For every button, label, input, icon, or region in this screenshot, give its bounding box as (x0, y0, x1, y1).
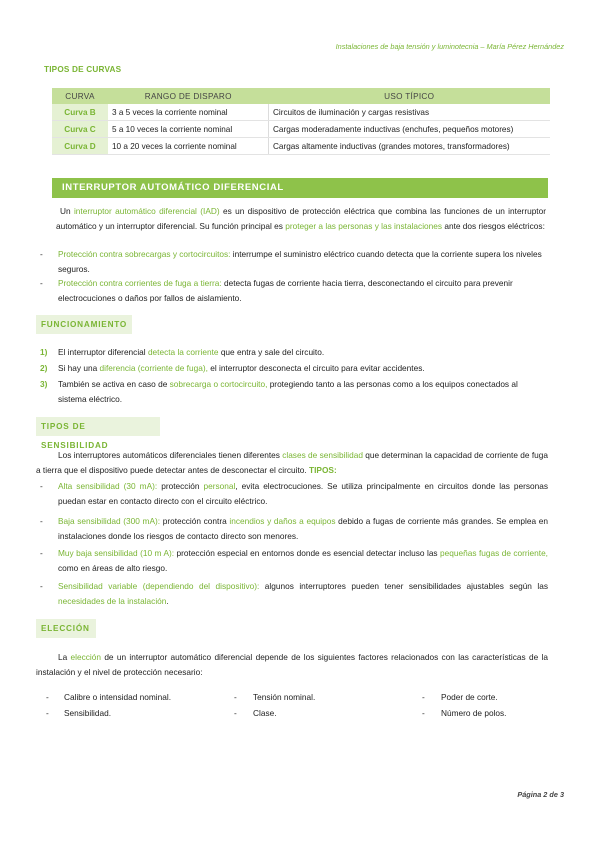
highlight: Alta sensibilidad (30 mA): (58, 481, 158, 491)
text: protección especial en entornos donde es esencial detectar incluso las (174, 548, 441, 558)
factor-item: Número de polos. (441, 708, 507, 718)
highlight: necesidades de la instalación (58, 596, 167, 606)
diff-intro (56, 204, 546, 234)
highlight: Protección contra sobrecargas y cortocircuitos: (58, 249, 231, 259)
highlight: detecta la corriente (147, 347, 219, 357)
list-item (58, 479, 548, 509)
bullet-dash: - (46, 692, 49, 702)
bullet-dash: - (422, 692, 425, 702)
list-number: 1) (40, 347, 48, 357)
col-header-uso: USO TÍPICO (269, 88, 551, 104)
cell-curva: Curva B (52, 104, 108, 121)
page-header: Instalaciones de baja tensión y luminotecnia – María Pérez Hernández (335, 42, 564, 51)
highlight: diferencia (corriente de fuga), (99, 363, 208, 373)
list-item (58, 546, 548, 576)
cell-uso: Circuitos de iluminación y cargas resistivas (269, 104, 551, 121)
bullet-dash: - (234, 692, 237, 702)
subheading-sensibilidad: TIPOS DE SENSIBILIDAD (36, 417, 160, 436)
list-item (58, 276, 548, 306)
highlight: Sensibilidad variable (dependiendo del dispositivo): (58, 581, 260, 591)
highlight: Muy baja sensibilidad (10 m A): (58, 548, 175, 558)
text: El interruptor diferencial (58, 347, 148, 357)
factor-item: Poder de corte. (441, 692, 498, 702)
factor-item: Sensibilidad. (64, 708, 112, 718)
list-item (58, 345, 548, 360)
bullet-dash: - (422, 708, 425, 718)
factor-item: Tensión nominal. (253, 692, 316, 702)
text: como en áreas de alto riesgo. (58, 563, 168, 573)
table-row (52, 138, 550, 155)
bullet-dash: - (40, 481, 43, 491)
factor-item: Calibre o intensidad nominal. (64, 692, 172, 702)
cell-curva: Curva C (52, 121, 108, 138)
curves-table (52, 88, 550, 155)
highlight: incendios y daños a equipos (229, 516, 336, 526)
highlight: pequeñas fugas de corriente, (440, 548, 548, 558)
text: , evita electrocuciones. Se utiliza principalmente en circuitos donde las personas puedan estar en contacto directo con el circuito eléctrico. (58, 481, 549, 506)
highlight: TIPOS: (309, 465, 337, 475)
bullet-dash: - (40, 278, 43, 288)
text: Un (60, 206, 74, 216)
text: detecta fugas de corriente hacia tierra, desconectando el circuito para prevenir electrocuciones o daños por fallos de aislamiento. (58, 278, 513, 303)
list-number: 3) (40, 379, 48, 389)
text: ante dos riesgos eléctricos: (442, 221, 545, 231)
subheading-eleccion: ELECCIÓN (36, 619, 96, 638)
curves-title: TIPOS DE CURVAS (44, 65, 122, 74)
highlight: sobrecarga o cortocircuito, (169, 379, 268, 389)
bullet-dash: - (40, 548, 43, 558)
col-header-rango: RANGO DE DISPARO (108, 88, 269, 104)
text: La (58, 652, 71, 662)
list-item (58, 514, 548, 544)
eleccion-intro (36, 650, 548, 680)
highlight: Baja sensibilidad (300 mA): (58, 516, 161, 526)
table-row (52, 104, 550, 121)
highlight: elección (70, 652, 101, 662)
list-item (58, 247, 548, 277)
text: También se activa en caso de (58, 379, 170, 389)
cell-curva: Curva D (52, 138, 108, 155)
col-header-curva: CURVA (52, 88, 108, 104)
list-item (58, 377, 548, 407)
text: de un interruptor automático diferencial depende de los siguientes factores relacionados con las características de la instalación y el nivel de protección necesario: (36, 652, 548, 677)
text: algunos interruptores pueden tener sensibilidades ajustables según las (259, 581, 548, 591)
list-item (58, 579, 548, 609)
text: protección contra (160, 516, 230, 526)
highlight: personal (203, 481, 236, 491)
bullet-dash: - (46, 708, 49, 718)
list-number: 2) (40, 363, 48, 373)
text: Los interruptores automáticos diferenciales tienen diferentes (58, 450, 283, 460)
cell-rango: 5 a 10 veces la corriente nominal (108, 121, 269, 138)
cell-rango: 10 a 20 veces la corriente nominal (108, 138, 269, 155)
text: Si hay una (58, 363, 100, 373)
text: protegiendo tanto a las personas como a los equipos conectados al sistema eléctrico. (58, 379, 518, 404)
highlight: Protección contra corrientes de fuga a tierra: (58, 278, 222, 288)
text: . (166, 596, 169, 606)
factor-item: Clase. (253, 708, 277, 718)
text: que entra y sale del circuito. (218, 347, 325, 357)
cell-uso: Cargas moderadamente inductivas (enchufes, pequeños motores) (269, 121, 551, 138)
text: debido a fugas de corriente más grandes. Se emplea en instalaciones donde los riesgos de contacto directo son menores. (58, 516, 548, 541)
section-band-diferencial: INTERRUPTOR AUTOMÁTICO DIFERENCIAL (52, 178, 548, 198)
highlight: interruptor automático diferencial (IAD) (73, 206, 220, 216)
bullet-dash: - (40, 516, 43, 526)
cell-uso: Cargas altamente inductivas (grandes motores, transformadores) (269, 138, 551, 155)
text: es un dispositivo de protección eléctrica que combina las funciones de un interruptor automático y un interruptor diferencial. Su función principal es (56, 206, 546, 231)
text: protección (157, 481, 204, 491)
table-row (52, 121, 550, 138)
bullet-dash: - (40, 249, 43, 259)
bullet-dash: - (40, 581, 43, 591)
text: interrumpe el suministro eléctrico cuando detecta que la corriente supera los niveles seguros. (58, 249, 542, 274)
text: el interruptor desconecta el circuito para evitar accidentes. (207, 363, 425, 373)
subheading-funcionamiento: FUNCIONAMIENTO (36, 315, 132, 334)
list-item (58, 361, 548, 376)
cell-rango: 3 a 5 veces la corriente nominal (108, 104, 269, 121)
table-header-row (52, 88, 550, 104)
text: que determinan la capacidad de corriente de fuga a tierra que el dispositivo puede detectar antes de desconectar el circuito. (36, 450, 548, 475)
highlight: proteger a las personas y las instalaciones (285, 221, 443, 231)
sensibilidad-intro (36, 448, 548, 478)
page-number: Página 2 de 3 (517, 790, 564, 799)
highlight: clases de sensibilidad (282, 450, 363, 460)
bullet-dash: - (234, 708, 237, 718)
